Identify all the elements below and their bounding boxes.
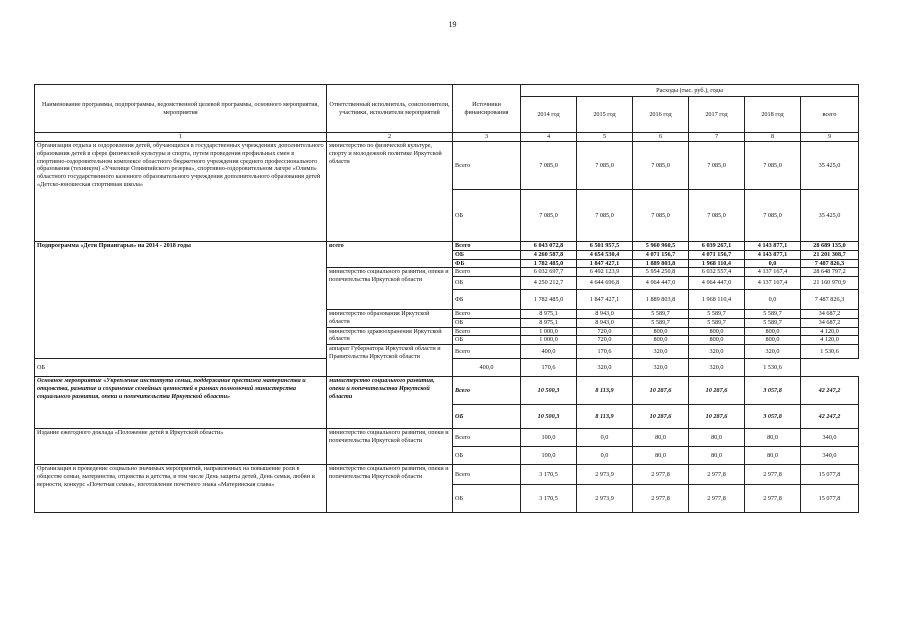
value-cell: 8 113,9 xyxy=(577,405,633,429)
executor: министерство социального развития, опеки и попечительства Иркутской области xyxy=(327,429,453,465)
value-cell: 3 057,8 xyxy=(745,405,801,429)
value-cell: 35 425,0 xyxy=(801,190,859,242)
executor: министерство образования Иркутской области xyxy=(327,310,453,328)
value-cell: 7 487 826,3 xyxy=(801,290,859,310)
funding-source: Всего xyxy=(453,345,521,359)
funding-source: ФБ xyxy=(453,259,521,268)
funding-source: Всего xyxy=(453,268,521,277)
column-number: 6 xyxy=(633,133,689,142)
value-cell: 3 170,5 xyxy=(521,485,577,513)
value-cell: 720,0 xyxy=(577,327,633,336)
column-number: 9 xyxy=(801,133,859,142)
value-cell: 1 968 110,4 xyxy=(689,290,745,310)
header-source: Источники финансирования xyxy=(453,85,521,133)
executor: министерство здравоохранения Иркутской области xyxy=(327,327,453,345)
executor: министерство социального развития, опеки и попечительства Иркутской области xyxy=(327,465,453,513)
value-cell: 4 064 447,0 xyxy=(689,277,745,290)
value-cell: 7 085,0 xyxy=(745,190,801,242)
funding-source: Всего xyxy=(453,377,521,405)
value-cell: 7 085,0 xyxy=(577,142,633,190)
value-cell: 1 000,0 xyxy=(521,336,577,345)
value-cell: 5 589,7 xyxy=(745,310,801,319)
value-cell: 170,6 xyxy=(577,345,633,359)
value-cell: 7 085,0 xyxy=(521,190,577,242)
header-year: 2014 год xyxy=(521,97,577,133)
value-cell: 28 689 135,0 xyxy=(801,242,859,251)
value-cell: 6 501 957,5 xyxy=(577,242,633,251)
value-cell: 170,6 xyxy=(521,359,577,377)
value-cell: 7 487 826,3 xyxy=(801,259,859,268)
value-cell: 80,0 xyxy=(689,447,745,465)
value-cell: 4 250 212,7 xyxy=(521,277,577,290)
executor: министерство социального развития, опеки и попечительства Иркутской области xyxy=(327,377,453,429)
value-cell: 1 847 427,1 xyxy=(577,259,633,268)
value-cell: 720,0 xyxy=(577,336,633,345)
value-cell: 34 687,2 xyxy=(801,310,859,319)
value-cell: 2 977,8 xyxy=(745,465,801,485)
value-cell: 4 654 530,4 xyxy=(577,250,633,259)
funding-source: Всего xyxy=(453,242,521,251)
value-cell: 800,0 xyxy=(745,327,801,336)
funding-source: ОБ xyxy=(453,250,521,259)
funding-source: Всего xyxy=(453,429,521,447)
activity-name: Организация отдыха и оздоровления детей, обучающихся в государственных учреждениях дополнительного образования детей в сфере физической культуры и спорта, путем проведения профильных смен в спортивно-оздоровительном комплексе областного бюджетного учреждения среднего профессионального образования (техникум) «Училище Олимпийского резерва», спортивно-оздоровительном лагере «Олимп» областного государственного казенного образовательного учреждения дополнительного образования детей «Детско-юношеская спортивная школа» xyxy=(35,142,327,242)
value-cell: 5 954 250,8 xyxy=(633,268,689,277)
value-cell: 2 973,9 xyxy=(577,465,633,485)
value-cell: 1 530,6 xyxy=(745,359,801,377)
funding-source: ОБ xyxy=(453,318,521,327)
column-number: 8 xyxy=(745,133,801,142)
column-number: 5 xyxy=(577,133,633,142)
column-number: 4 xyxy=(521,133,577,142)
funding-source: ОБ xyxy=(453,405,521,429)
column-number: 3 xyxy=(453,133,521,142)
value-cell: 1 000,0 xyxy=(521,327,577,336)
value-cell: 4 120,0 xyxy=(801,336,859,345)
value-cell: 15 077,8 xyxy=(801,465,859,485)
funding-source: ОБ xyxy=(35,359,327,377)
main-activity-name: Основное мероприятие «Укрепление института семьи, поддержание престижа материнства и отцовства, развитие и сохранение семейных ценностей в рамках полномочий министерства социального развития, опеки и попечительства Иркутской области» xyxy=(35,377,327,429)
value-cell: 320,0 xyxy=(689,345,745,359)
value-cell: 8 113,9 xyxy=(577,377,633,405)
funding-source: Всего xyxy=(453,142,521,190)
executor: министерство по физической культуре, спорту и молодежной политике Иркутской области xyxy=(327,142,453,242)
value-cell: 7 085,0 xyxy=(689,142,745,190)
value-cell: 7 085,0 xyxy=(745,142,801,190)
value-cell: 7 085,0 xyxy=(521,142,577,190)
value-cell: 80,0 xyxy=(633,447,689,465)
value-cell: 320,0 xyxy=(633,359,689,377)
value-cell: 0,0 xyxy=(745,290,801,310)
value-cell: 320,0 xyxy=(577,359,633,377)
value-cell: 1 782 485,0 xyxy=(521,290,577,310)
header-year: 2018 год xyxy=(745,97,801,133)
funding-source: ОБ xyxy=(453,277,521,290)
value-cell: 10 287,6 xyxy=(689,377,745,405)
subprogram-name: Подпрограмма «Дети Приангарья» на 2014 - 2018 годы xyxy=(35,242,327,359)
value-cell: 320,0 xyxy=(633,345,689,359)
value-cell: 320,0 xyxy=(745,345,801,359)
value-cell: 2 977,8 xyxy=(633,485,689,513)
value-cell: 1 889 803,8 xyxy=(633,259,689,268)
value-cell: 6 492 123,9 xyxy=(577,268,633,277)
value-cell: 2 977,8 xyxy=(633,465,689,485)
funding-source: ОБ xyxy=(453,447,521,465)
value-cell: 80,0 xyxy=(633,429,689,447)
value-cell: 800,0 xyxy=(745,336,801,345)
value-cell: 1 530,6 xyxy=(801,345,859,359)
value-cell: 4 064 447,0 xyxy=(633,277,689,290)
value-cell: 100,0 xyxy=(521,447,577,465)
activity-name: Издание ежегодного доклада «Положение детей в Иркутской области» xyxy=(35,429,327,465)
value-cell: 21 201 308,7 xyxy=(801,250,859,259)
value-cell: 6 039 267,1 xyxy=(689,242,745,251)
value-cell: 4 137 167,4 xyxy=(745,268,801,277)
value-cell: 340,0 xyxy=(801,429,859,447)
page-number: 19 xyxy=(448,20,457,29)
header-executor: Ответственный исполнитель, соисполнители, участники, исполнители мероприятий xyxy=(327,85,453,133)
value-cell: 100,0 xyxy=(521,429,577,447)
value-cell: 8 975,1 xyxy=(521,318,577,327)
value-cell: 3 170,5 xyxy=(521,465,577,485)
value-cell: 35 425,0 xyxy=(801,142,859,190)
value-cell: 15 077,8 xyxy=(801,485,859,513)
value-cell: 0,0 xyxy=(745,259,801,268)
column-number: 1 xyxy=(35,133,327,142)
executor: министерство социального развития, опеки и попечительства Иркутской области xyxy=(327,268,453,310)
value-cell: 400,0 xyxy=(521,345,577,359)
value-cell: 10 287,6 xyxy=(689,405,745,429)
value-cell: 4 260 587,8 xyxy=(521,250,577,259)
value-cell: 0,0 xyxy=(577,447,633,465)
value-cell: 340,0 xyxy=(801,447,859,465)
value-cell: 800,0 xyxy=(689,336,745,345)
header-expenses: Расходы (тыс. руб.), годы xyxy=(521,85,859,97)
value-cell: 34 687,2 xyxy=(801,318,859,327)
executor: аппарат Губернатора Иркутской области и Правительства Иркутской области xyxy=(327,345,453,377)
value-cell: 5 960 960,5 xyxy=(633,242,689,251)
value-cell: 4 644 696,8 xyxy=(577,277,633,290)
value-cell: 5 589,7 xyxy=(745,318,801,327)
value-cell: 42 247,2 xyxy=(801,405,859,429)
value-cell: 7 085,0 xyxy=(689,190,745,242)
value-cell: 6 043 072,8 xyxy=(521,242,577,251)
header-name: Наименование программы, подпрограммы, ведомственной целевой программы, основного мероприятия, мероприятия xyxy=(35,85,327,133)
value-cell: 4 143 877,1 xyxy=(745,250,801,259)
value-cell: 10 500,3 xyxy=(521,377,577,405)
value-cell: 80,0 xyxy=(745,429,801,447)
value-cell: 7 085,0 xyxy=(633,190,689,242)
value-cell: 10 287,6 xyxy=(633,405,689,429)
value-cell: 2 977,8 xyxy=(689,465,745,485)
value-cell: 8 943,0 xyxy=(577,318,633,327)
column-number: 7 xyxy=(689,133,745,142)
value-cell: 5 589,7 xyxy=(633,318,689,327)
header-total: всего xyxy=(801,97,859,133)
funding-source: Всего xyxy=(453,327,521,336)
header-year: 2016 год xyxy=(633,97,689,133)
funding-source: ОБ xyxy=(453,190,521,242)
funding-source: Всего xyxy=(453,310,521,319)
value-cell: 4 120,0 xyxy=(801,327,859,336)
value-cell: 6 032 697,7 xyxy=(521,268,577,277)
value-cell: 5 589,7 xyxy=(689,310,745,319)
budget-table xyxy=(34,84,859,513)
value-cell: 320,0 xyxy=(689,359,745,377)
funding-source: ОБ xyxy=(453,336,521,345)
value-cell: 400,0 xyxy=(453,359,521,377)
value-cell: 7 085,0 xyxy=(577,190,633,242)
column-number: 2 xyxy=(327,133,453,142)
funding-source: Всего xyxy=(453,465,521,485)
value-cell: 42 247,2 xyxy=(801,377,859,405)
funding-source: ОБ xyxy=(453,485,521,513)
value-cell: 800,0 xyxy=(633,327,689,336)
activity-name: Организация и проведение социально значимых мероприятий, направленных на повышение роли в обществе семьи, материнства, отцовства и детства, в том числе День защиты детей, День семьи, любви и верности, конкурс «Почетная семья», изготовление почетного знака «Материнская слава» xyxy=(35,465,327,513)
value-cell: 4 071 156,7 xyxy=(689,250,745,259)
value-cell: 21 160 970,9 xyxy=(801,277,859,290)
value-cell: 28 648 797,2 xyxy=(801,268,859,277)
executor: всего xyxy=(327,242,453,268)
value-cell: 800,0 xyxy=(633,336,689,345)
value-cell: 0,0 xyxy=(577,429,633,447)
value-cell: 800,0 xyxy=(689,327,745,336)
value-cell: 10 287,6 xyxy=(633,377,689,405)
value-cell: 2 977,8 xyxy=(745,485,801,513)
value-cell: 1 782 485,0 xyxy=(521,259,577,268)
value-cell: 2 973,9 xyxy=(577,485,633,513)
value-cell: 6 032 557,4 xyxy=(689,268,745,277)
value-cell: 1 889 803,8 xyxy=(633,290,689,310)
funding-source: ФБ xyxy=(453,290,521,310)
value-cell: 10 500,3 xyxy=(521,405,577,429)
value-cell: 4 137 167,4 xyxy=(745,277,801,290)
value-cell: 1 968 110,4 xyxy=(689,259,745,268)
value-cell: 2 977,8 xyxy=(689,485,745,513)
value-cell: 1 847 427,1 xyxy=(577,290,633,310)
value-cell: 3 057,8 xyxy=(745,377,801,405)
value-cell: 8 943,0 xyxy=(577,310,633,319)
value-cell: 5 589,7 xyxy=(633,310,689,319)
value-cell: 80,0 xyxy=(745,447,801,465)
value-cell: 4 071 156,7 xyxy=(633,250,689,259)
value-cell: 4 143 877,1 xyxy=(745,242,801,251)
header-year: 2015 год xyxy=(577,97,633,133)
value-cell: 7 085,0 xyxy=(633,142,689,190)
value-cell: 80,0 xyxy=(689,429,745,447)
value-cell: 8 975,1 xyxy=(521,310,577,319)
value-cell: 5 589,7 xyxy=(689,318,745,327)
header-year: 2017 год xyxy=(689,97,745,133)
